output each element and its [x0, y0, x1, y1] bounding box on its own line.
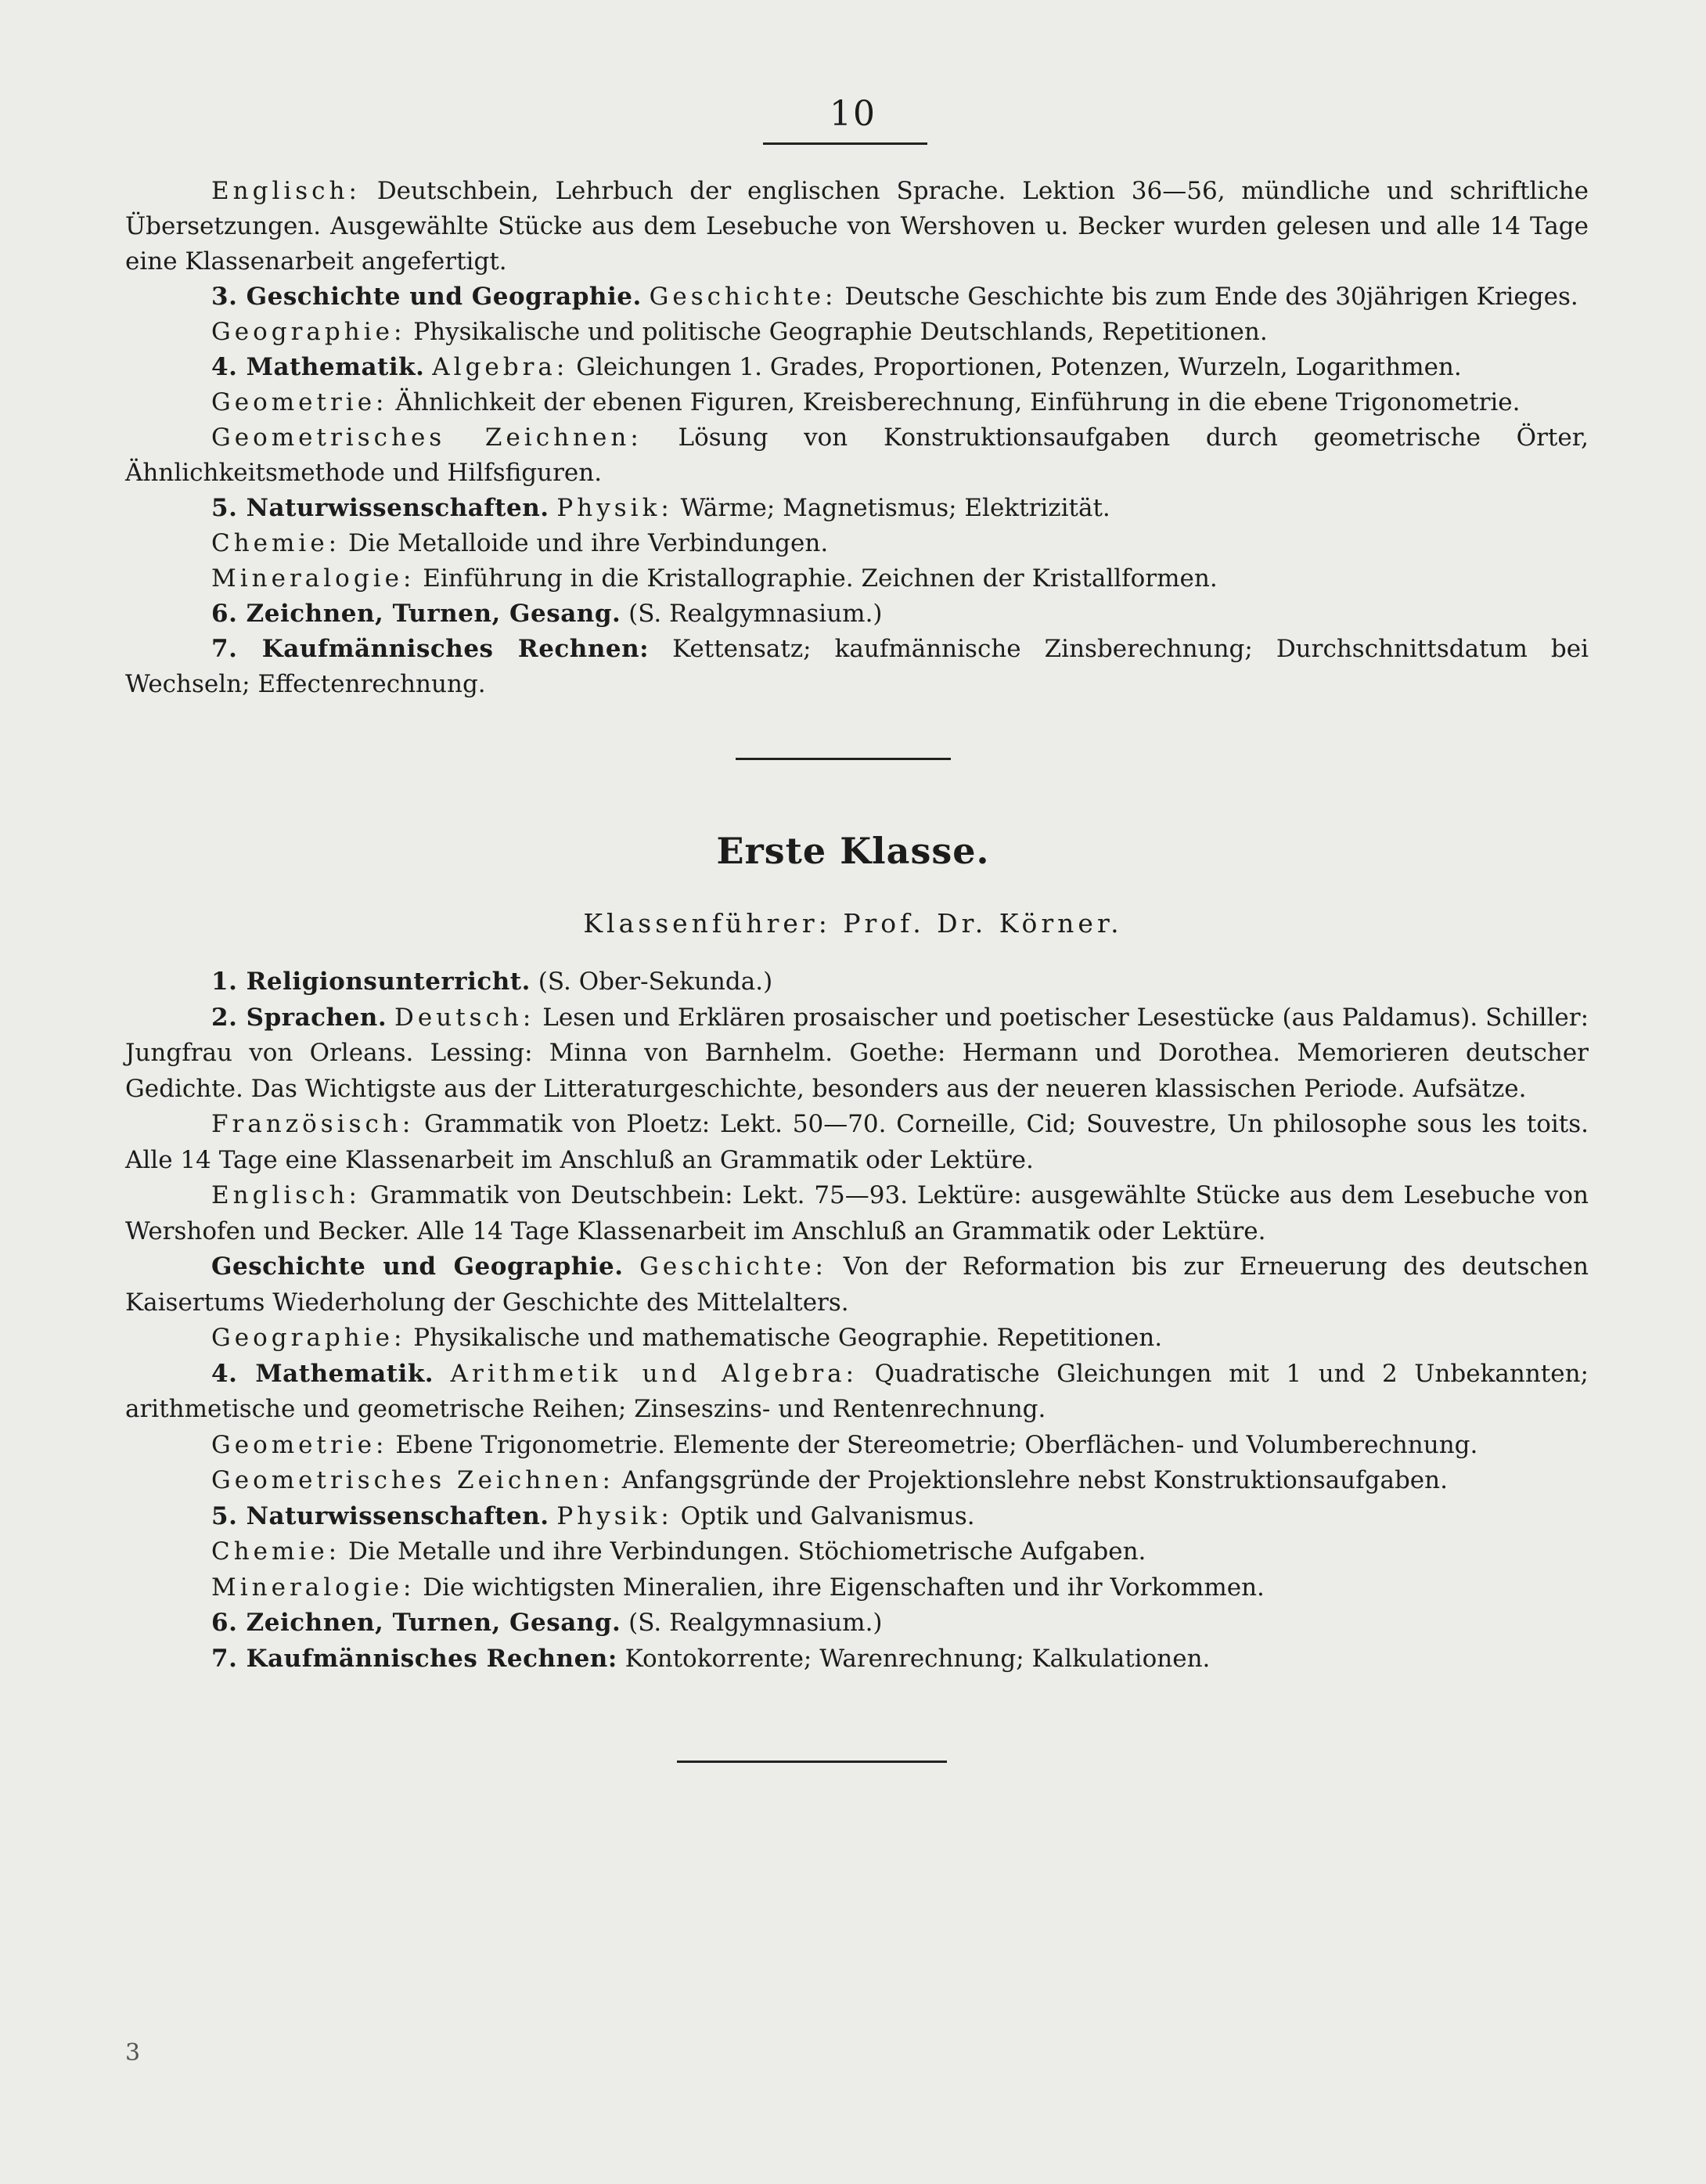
paragraph-text: Die Metalloide und ihre Verbindungen.	[348, 529, 829, 557]
paragraph-text: Grammatik von Deutschbein: Lekt. 75—93. Lektüre: ausgewählte Stücke aus dem Lesebuche von Wershofen und Becker. Alle 14 Tage Klassenarbeit im Anschluß an Grammatik oder Lektüre.	[125, 1181, 1589, 1245]
subject-label: Geographie:	[211, 1324, 406, 1352]
subject-label: Englisch:	[211, 177, 361, 205]
subject-label: Geographie:	[211, 318, 406, 346]
subject-label: Arithmetik und Algebra:	[450, 1359, 858, 1388]
section-heading: 7. Kaufmännisches Rechnen:	[211, 1644, 617, 1673]
subject-label: Mineralogie:	[211, 564, 416, 593]
paragraph-text: Quadratische Gleichungen mit 1 und 2 Unbekannten; arithmetische und geometrische Reihen; Zinseszins- und Rentenrechnung.	[125, 1359, 1589, 1423]
paragraph-text: Deutschbein, Lehrbuch der englischen Sprache. Lektion 36—56, mündliche und schriftliche Übersetzungen. Ausgewählte Stücke aus dem Lesebuche von Wershoven u. Becker wurden gelesen und alle 14 Tage eine Klassenarbeit angefertigt.	[125, 177, 1589, 276]
section-heading: 1. Religionsunterricht.	[211, 968, 531, 996]
section-heading: 6. Zeichnen, Turnen, Gesang.	[211, 600, 621, 628]
subject-label: Physik:	[556, 1501, 673, 1530]
paragraph-kaufmaennisches-rechnen	[125, 1642, 1589, 1678]
closing-rule	[677, 1761, 947, 1763]
section-heading: 6. Zeichnen, Turnen, Gesang.	[211, 1609, 621, 1637]
paragraph-text: Lösung von Konstruktionsaufgaben durch geometrische Örter, Ähnlichkeitsmethode und Hilfsfiguren.	[125, 423, 1589, 487]
paragraph-franzoesisch	[125, 1107, 1589, 1178]
subject-label: Physik:	[556, 494, 673, 522]
section-divider	[736, 758, 951, 760]
subject-label: Französisch:	[211, 1110, 415, 1138]
paragraph-mathematik	[125, 1357, 1589, 1428]
class-title: Erste Klasse.	[716, 830, 990, 872]
page-number: 10	[830, 94, 876, 134]
signature-mark: 3	[125, 2039, 141, 2067]
paragraph-chemie	[125, 526, 1589, 561]
paragraph-mathematik	[125, 350, 1589, 385]
paragraph-naturwissenschaften	[125, 491, 1589, 526]
paragraph-text: Kontokorrente; Warenrechnung; Kalkulationen.	[624, 1644, 1211, 1673]
paragraph-geschichte	[125, 279, 1589, 315]
paragraph-text: (S. Realgymnasium.)	[628, 1609, 883, 1637]
paragraph-text: Ähnlichkeit der ebenen Figuren, Kreisberechnung, Einführung in die ebene Trigonometrie.	[395, 388, 1521, 416]
paragraph-text: Deutsche Geschichte bis zum Ende des 30jährigen Krieges.	[844, 283, 1578, 311]
paragraph-text: Einführung in die Kristallographie. Zeichnen der Kristallformen.	[423, 564, 1218, 593]
paragraph-geographie	[125, 315, 1589, 350]
subject-label: Geschichte:	[639, 1252, 827, 1281]
paragraph-englisch	[125, 174, 1589, 279]
section-heading: 4. Mathematik.	[211, 353, 425, 381]
paragraph-religion	[125, 964, 1589, 1000]
paragraph-text: Von der Reformation bis zur Erneuerung des deutschen Kaisertums Wiederholung der Geschichte des Mittelalters.	[125, 1252, 1589, 1317]
paragraph-text: Kettensatz; kaufmännische Zinsberechnung; Durchschnittsdatum bei Wechseln; Effectenrechnung.	[125, 635, 1589, 698]
subject-label: Chemie:	[211, 529, 341, 557]
paragraph-text: Ebene Trigonometrie. Elemente der Stereometrie; Oberflächen- und Volumberechnung.	[395, 1430, 1478, 1459]
section-heading: 5. Naturwissenschaften.	[211, 494, 549, 522]
subject-label: Chemie:	[211, 1537, 341, 1566]
paragraph-text: Optik und Galvanismus.	[680, 1501, 975, 1530]
section-heading: 4. Mathematik.	[211, 1359, 434, 1388]
paragraph-text: Anfangsgründe der Projektionslehre nebst Konstruktionsaufgaben.	[621, 1466, 1448, 1494]
paragraph-text: Lesen und Erklären prosaischer und poetischer Lesestücke (aus Paldamus). Schiller: Jungfrau von Orleans. Lessing: Minna von Barnhelm. Goethe: Hermann und Dorothea. Memorieren deutscher Gedichte. Das Wichtigste aus der Litteraturgeschichte, besonders aus der neueren klassischen Periode. Aufsätze.	[125, 1003, 1589, 1103]
paragraph-geometrisches-zeichnen	[125, 1463, 1589, 1499]
curriculum-block-first-class	[125, 964, 1589, 1677]
section-heading: 3. Geschichte und Geographie.	[211, 283, 642, 311]
paragraph-chemie	[125, 1534, 1589, 1570]
section-heading: Geschichte und Geographie.	[211, 1252, 624, 1281]
section-heading: 2. Sprachen.	[211, 1003, 387, 1032]
class-teacher: Klassenführer: Prof. Dr. Körner.	[583, 908, 1123, 939]
paragraph-englisch	[125, 1178, 1589, 1249]
subject-label: Geschichte:	[649, 283, 837, 311]
subject-label: Geometrie:	[211, 1430, 388, 1459]
paragraph-geschichte	[125, 1249, 1589, 1321]
paragraph-geometrisches-zeichnen	[125, 420, 1589, 491]
paragraph-text: (S. Realgymnasium.)	[628, 600, 883, 628]
paragraph-text: Die Metalle und ihre Verbindungen. Stöchiometrische Aufgaben.	[348, 1537, 1146, 1566]
paragraph-text: Physikalische und mathematische Geographie. Repetitionen.	[413, 1324, 1163, 1352]
paragraph-zeichnen	[125, 596, 1589, 632]
subject-label: Englisch:	[211, 1181, 361, 1209]
paragraph-naturwissenschaften	[125, 1499, 1589, 1535]
subject-label: Geometrisches Zeichnen:	[211, 1466, 614, 1494]
paragraph-text: Physikalische und politische Geographie Deutschlands, Repetitionen.	[413, 318, 1268, 346]
paragraph-mineralogie	[125, 1570, 1589, 1606]
paragraph-mineralogie	[125, 561, 1589, 596]
subject-label: Algebra:	[432, 353, 569, 381]
paragraph-text: (S. Ober-Sekunda.)	[538, 968, 773, 996]
subject-label: Deutsch:	[394, 1003, 535, 1032]
section-heading: 5. Naturwissenschaften.	[211, 1501, 549, 1530]
paragraph-text: Die wichtigsten Mineralien, ihre Eigenschaften und ihr Vorkommen.	[423, 1573, 1265, 1602]
paragraph-text: Wärme; Magnetismus; Elektrizität.	[680, 494, 1110, 522]
curriculum-block-previous-class	[125, 174, 1589, 702]
paragraph-geographie	[125, 1321, 1589, 1357]
paragraph-text: Gleichungen 1. Grades, Proportionen, Potenzen, Wurzeln, Logarithmen.	[576, 353, 1462, 381]
paragraph-geometrie	[125, 1428, 1589, 1464]
paragraph-kaufmaennisches-rechnen	[125, 632, 1589, 702]
subject-label: Mineralogie:	[211, 1573, 416, 1602]
subject-label: Geometrie:	[211, 388, 388, 416]
subject-label: Geometrisches Zeichnen:	[211, 423, 642, 452]
paragraph-zeichnen	[125, 1606, 1589, 1642]
paragraph-geometrie	[125, 385, 1589, 420]
paragraph-text: Grammatik von Ploetz: Lekt. 50—70. Corneille, Cid; Souvestre, Un philosophe sous les toits. Alle 14 Tage eine Klassenarbeit im Anschluß an Grammatik oder Lektüre.	[125, 1110, 1589, 1174]
header-rule	[763, 142, 927, 145]
paragraph-deutsch	[125, 1000, 1589, 1108]
section-heading: 7. Kaufmännisches Rechnen:	[211, 635, 650, 663]
